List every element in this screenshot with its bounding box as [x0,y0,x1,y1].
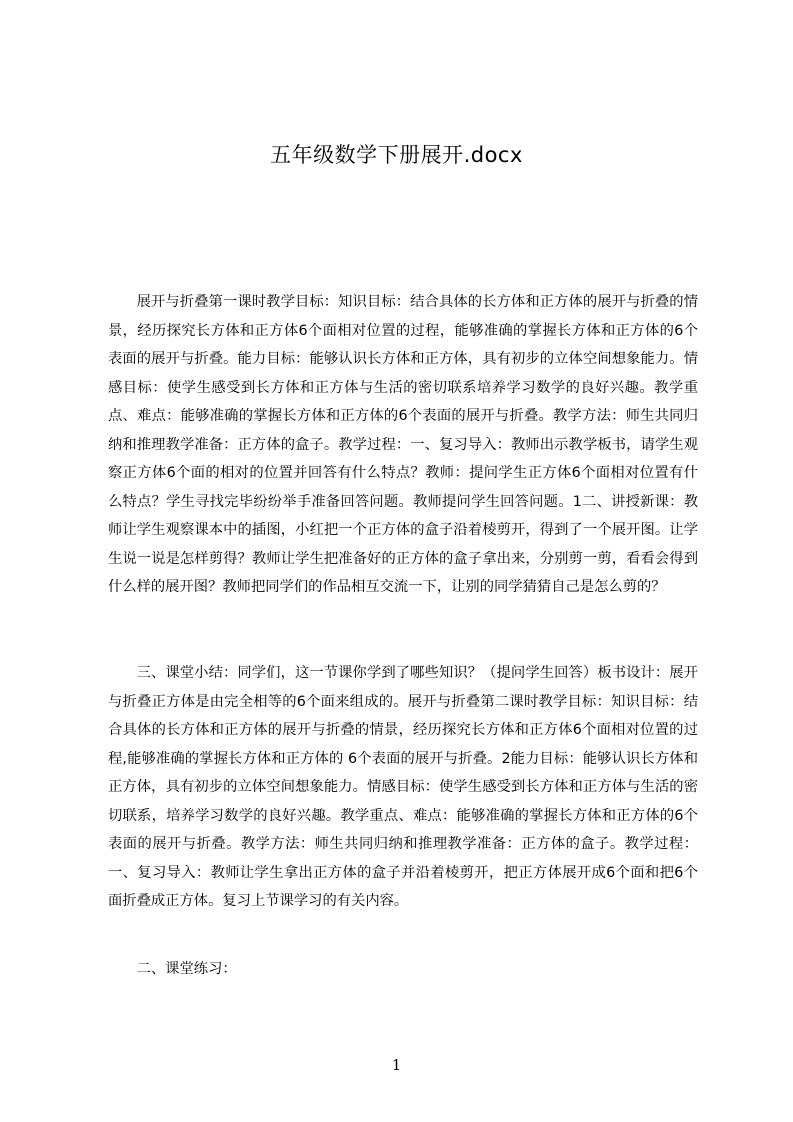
paragraph-summary-lesson-two: 三、课堂小结：同学们，这一节课你学到了哪些知识？（提问学生回答）板书设计：展开与折叠正方体是由完全相等的6个面来组成的。展开与折叠第二课时教学目标：知识目标：结合具体的长方体和正方体的展开与折叠的情景，经历探究长方体和正方体6个面相对位置的过程,能够准确的掌握长方体和正方体的 6个表面的展开与折叠。2能力目标：能够认识长方体和正方体，具有初步的立体空间想象能力。情感目标：使学生感受到长方体和正方体与生活的密切联系，培养学习数学的良好兴趣。教学重点、难点：能够准确的掌握长方体和正方体的6个表面的展开与折叠。教学方法：师生共同归纳和推理教学准备：正方体的盒子。教学过程：一、复习导入：教师让学生拿出正方体的盒子并沿着棱剪开，把正方体展开成6个面和把6个面折叠成正方体。复习上节课学习的有关内容。 [108,665,698,909]
paragraph-practice: 二、课堂练习： [136,961,237,977]
document-title: 五年级数学下册展开.docx [270,143,523,167]
paragraph-lesson-one: 展开与折叠第一课时教学目标：知识目标：结合具体的长方体和正方体的展开与折叠的情景，经历探究长方体和正方体6个面相对位置的过程，能够准确的掌握长方体和正方体的6个表面的展开与折叠。能力目标：能够认识长方体和正方体，具有初步的立体空间想象能力。情感目标：使学生感受到长方体和正方体与生活的密切联系培养学习数学的良好兴趣。教学重点、难点：能够准确的掌握长方体和正方体的6个表面的展开与折叠。教学方法：师生共同归纳和推理教学准备：正方体的盒子。教学过程：一、复习导入：教师出示教学板书，请学生观察正方体6个面的相对的位置并回答有什么特点？教师：提问学生正方体6个面相对位置有什么特点？学生寻找完毕纷纷举手准备回答问题。教师提问学生回答问题。1二、讲授新课：教师让学生观察课本中的插图，小红把一个正方体的盒子沿着棱剪开，得到了一个展开图。让学生说一说是怎样剪得？教师让学生把准备好的正方体的盒子拿出来，分别剪一剪，看看会得到什么样的展开图？教师把同学们的作品相互交流一下，让别的同学猜猜自己是怎么剪的？ [108,294,698,595]
page-number: 1 [391,1056,402,1074]
